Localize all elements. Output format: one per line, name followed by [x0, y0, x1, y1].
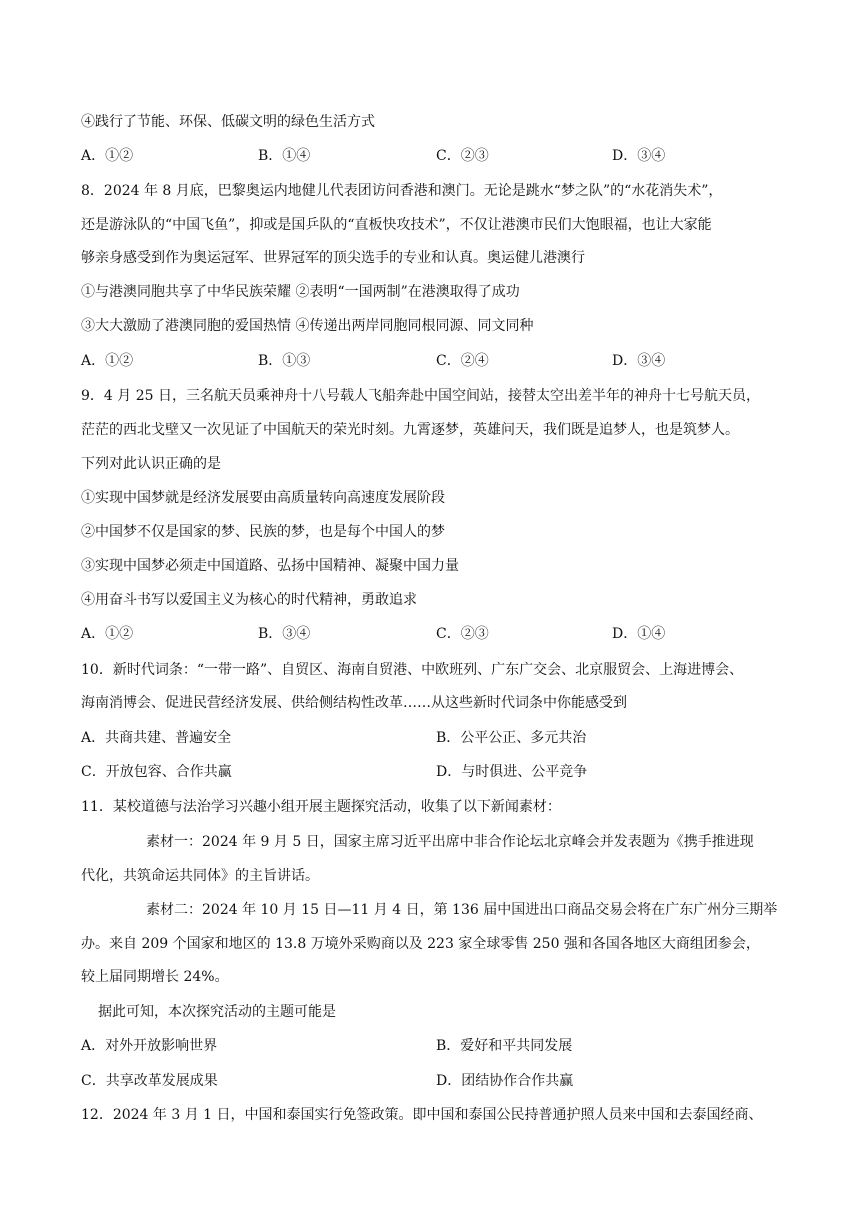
- q10-option-a[interactable]: A．共商共建、普遍安全: [81, 730, 232, 746]
- q8-stem-line-3: 够亲身感受到作为奥运冠军、世界冠军的顶尖选手的专业和认真。奥运健儿港澳行: [81, 250, 585, 266]
- q7-option-d[interactable]: D．③④: [612, 148, 666, 164]
- q11-material-1-line-2: 代化，共筑命运共同体》的主旨讲话。: [81, 868, 319, 884]
- q12-stem-line-1: 12．2024 年 3 月 1 日，中国和泰国实行免签政策。即中国和泰国公民持普通护照人员来中国和去泰国经商、: [81, 1107, 763, 1123]
- q7-option-a[interactable]: A．①②: [81, 148, 134, 164]
- q8-items-1-2: ①与港澳同胞共享了中华民族荣耀 ②表明“一国两制”在港澳取得了成功: [81, 284, 520, 300]
- q8-stem-line-2: 还是游泳队的“中国飞鱼”，抑或是国乒队的“直板快攻技术”，不仅让港澳市民们大饱眼福，也让大家能: [81, 217, 712, 233]
- q7-item-4: ④践行了节能、环保、低碳文明的绿色生活方式: [81, 114, 375, 130]
- q9-item-3: ③实现中国梦必须走中国道路、弘扬中国精神、凝聚中国力量: [81, 558, 459, 574]
- q9-option-b[interactable]: B．③④: [258, 626, 311, 642]
- q9-item-4: ④用奋斗书写以爱国主义为核心的时代精神，勇敢追求: [81, 592, 417, 608]
- q10-stem-line-1: 10．新时代词条：“一带一路”、自贸区、海南自贸港、中欧班列、广东广交会、北京服贸会、上海进博会、: [81, 662, 744, 678]
- q10-option-b[interactable]: B．公平公正、多元共治: [436, 730, 587, 746]
- q11-option-a[interactable]: A．对外开放影响世界: [81, 1038, 218, 1054]
- q10-option-d[interactable]: D．与时俱进、公平竞争: [436, 764, 588, 780]
- q9-item-2: ②中国梦不仅是国家的梦、民族的梦，也是每个中国人的梦: [81, 524, 445, 540]
- q8-option-a[interactable]: A．①②: [81, 353, 134, 369]
- q7-option-c[interactable]: C．②③: [436, 148, 489, 164]
- q11-option-b[interactable]: B．爱好和平共同发展: [436, 1038, 573, 1054]
- q8-stem-line-1: 8．2024 年 8 月底，巴黎奥运内地健儿代表团访问香港和澳门。无论是跳水“梦之队”的“水花消失术”，: [81, 183, 723, 199]
- q11-material-1-line-1: 素材一：2024 年 9 月 5 日，国家主席习近平出席中非合作论坛北京峰会并发表题为《携手推进现: [146, 834, 754, 850]
- q11-material-2-line-2: 办。来自 209 个国家和地区的 13.8 万境外采购商以及 223 家全球零售 250 强和各国各地区大商组团参会，: [81, 936, 760, 952]
- q11-material-2-line-3: 较上届同期增长 24%。: [81, 969, 229, 985]
- q10-stem-line-2: 海南消博会、促进民营经济发展、供给侧结构性改革……从这些新时代词条中你能感受到: [81, 695, 627, 711]
- q11-stem: 11．某校道德与法治学习兴趣小组开展主题探究活动，收集了以下新闻素材：: [81, 799, 561, 815]
- q11-question: 据此可知，本次探究活动的主题可能是: [98, 1004, 336, 1020]
- q8-option-b[interactable]: B．①③: [258, 353, 311, 369]
- q7-option-b[interactable]: B．①④: [258, 148, 311, 164]
- q9-stem-line-2: 茫茫的西北戈壁又一次见证了中国航天的荣光时刻。九霄逐梦，英雄问天，我们既是追梦人，也是筑梦人。: [81, 422, 739, 438]
- q9-option-c[interactable]: C．②③: [436, 626, 489, 642]
- q8-items-3-4: ③大大激励了港澳同胞的爱国热情 ④传递出两岸同胞同根同源、同文同种: [81, 318, 534, 334]
- q11-option-c[interactable]: C．共享改革发展成果: [81, 1073, 218, 1089]
- q10-option-c[interactable]: C．开放包容、合作共赢: [81, 764, 232, 780]
- q9-stem-line-3: 下列对此认识正确的是: [81, 456, 221, 472]
- q9-stem-line-1: 9．4 月 25 日，三名航天员乘神舟十八号载人飞船奔赴中国空间站，接替太空出差半年的神舟十七号航天员，: [81, 388, 760, 404]
- q8-option-c[interactable]: C．②④: [436, 353, 489, 369]
- q11-option-d[interactable]: D．团结协作合作共赢: [436, 1073, 574, 1089]
- q9-option-d[interactable]: D．①④: [612, 626, 666, 642]
- q9-item-1: ①实现中国梦就是经济发展要由高质量转向高速度发展阶段: [81, 490, 445, 506]
- q11-material-2-line-1: 素材二：2024 年 10 月 15 日—11 月 4 日，第 136 届中国进出口商品交易会将在广东广州分三期举: [146, 902, 778, 918]
- q8-option-d[interactable]: D．③④: [612, 353, 666, 369]
- q9-option-a[interactable]: A．①②: [81, 626, 134, 642]
